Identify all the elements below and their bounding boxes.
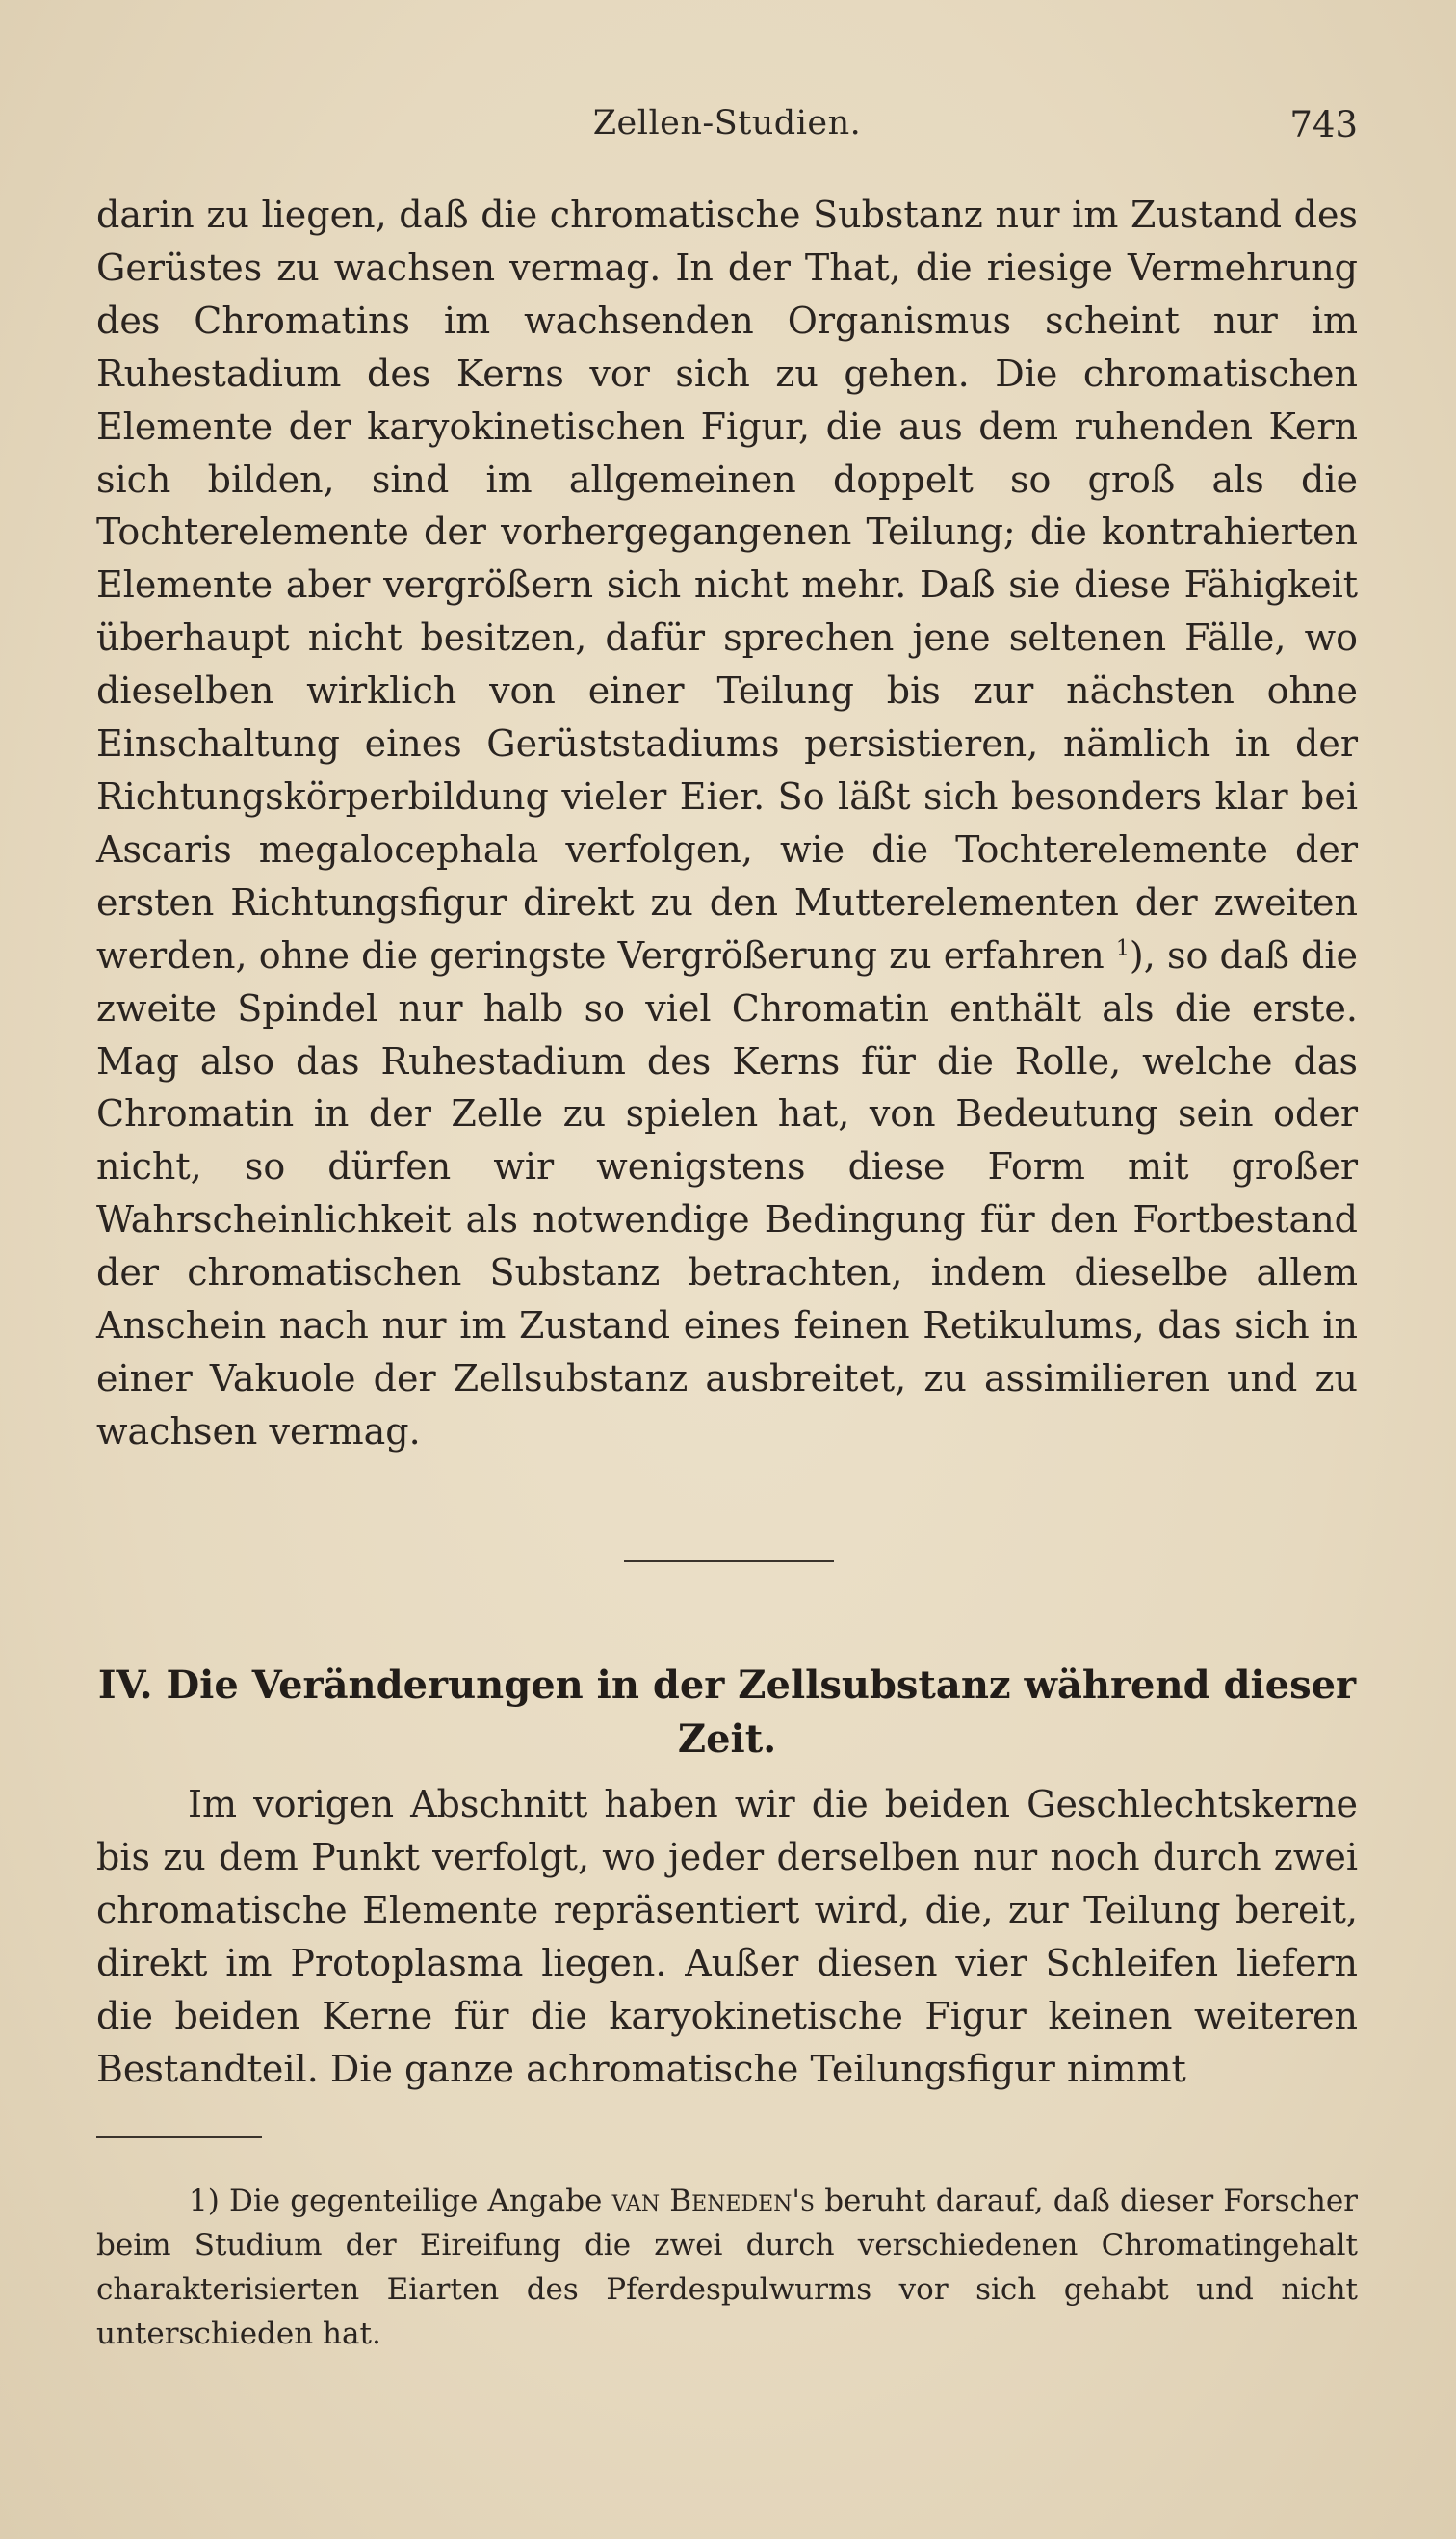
footnote — [96, 2179, 1358, 2356]
paragraph-text: darin zu liegen, daß die chromatische Substanz nur im Zustand des Gerüstes zu wachsen vermag. In der That, die riesige Vermehrung des Chromatins im wachsenden Organismus scheint nur im Ruhestadium des Kerns vor sich zu gehen. Die chromatischen Elemente der karyokinetischen Figur, die aus dem ruhenden Kern sich bilden, sind im allgemeinen doppelt so groß als die Tochterelemente der vorhergegangenen Teilung; die kontrahierten Elemente aber vergrößern sich nicht mehr. Daß sie diese Fähigkeit überhaupt nicht besitzen, dafür sprechen jene seltenen Fälle, wo dieselben wirklich von einer Teilung bis zur nächsten ohne Einschaltung eines Gerüststadiums persistieren, nämlich in der Richtungskörperbildung vieler Eier. So läßt sich besonders klar bei Ascaris megalocephala verfolgen, wie die Tochterelemente der ersten Richtungsfigur direkt zu den Mutterelementen der zweiten werden, ohne die geringste Vergrößerung zu erfahren — [96, 194, 1358, 977]
page-number: 743 — [1289, 104, 1358, 145]
running-title: Zellen-Studien. — [592, 104, 862, 143]
section-divider — [624, 1560, 834, 1562]
body-paragraph: Im vorigen Abschnitt haben wir die beiden Geschlechtskerne bis zu dem Punkt verfolgt, wo jeder derselben nur noch durch zwei chromatische Elemente repräsentiert wird, die, zur Teilung bereit, direkt im Protoplasma liegen. Außer diesen vier Schleifen liefern die beiden Kerne für die karyokinetische Figur keinen weiteren Bestandteil. Die ganze achromatische Teilungsfigur nimmt — [96, 1783, 1358, 2090]
footnote-text-continued: beruht darauf, daß dieser Forscher beim Studium der Eireifung die zwei durch verschiedenen Chromatingehalt charakterisierten Eiarten des Pferdespulwurms vor sich gehabt und nicht unterschieden hat. — [96, 2184, 1359, 2351]
section-heading: IV. Die Veränderungen in der Zellsubstanz während dieser Zeit. — [97, 1662, 1357, 1762]
paragraph-text-continued: ), so daß die zweite Spindel nur halb so viel Chromatin enthält als die erste. Mag also das Ruhestadium des Kerns für die Rolle, welche das Chromatin in der Zelle zu spielen hat, von Bedeutung sein oder nicht, so dürfen wir wenigstens diese Form mit großer Wahrscheinlichkeit als notwendige Bedingung für den Fortbestand der chromatischen Substanz betrachten, indem dieselbe allem Anschein nach nur im Zustand eines feinen Retikulums, das sich in einer Vakuole der Zellsubstanz ausbreitet, zu assimilieren und zu wachsen vermag. — [96, 933, 1358, 1453]
body-paragraph — [96, 189, 1358, 1458]
footnote-separator — [96, 2136, 262, 2138]
footnote-author: van Beneden's — [611, 2184, 815, 2218]
footnote-text: 1) Die gegenteilige Angabe — [189, 2184, 603, 2218]
page-header — [96, 104, 1358, 152]
footnote-reference[interactable]: 1 — [1115, 936, 1130, 961]
